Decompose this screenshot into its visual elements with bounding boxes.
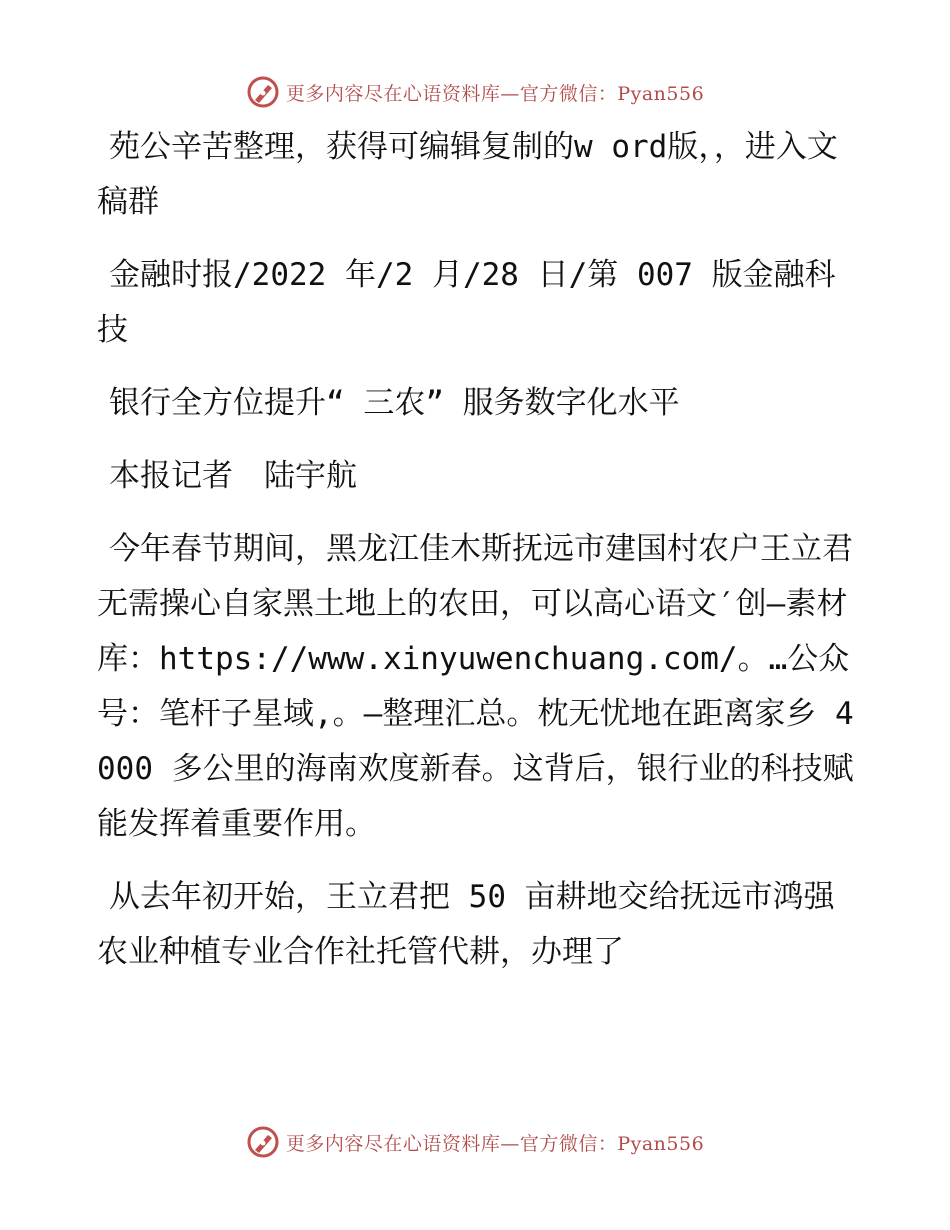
paragraph-1: 今年春节期间，黑龙江佳木斯抚远市建国村农户王立君无需操心自家黑土地上的农田，可以高心语文′创—素材库：https://www.xinyuwenchuang.com/。…公众号：笔杆子星域,。—整理汇总。枕无忧地在距离家乡 4000 多公里的海南欢度新春。这背后，银行业的科技赋能发挥着重要作用。 — [97, 531, 854, 842]
watermark-text-footer: 更多内容尽在心语资料库—官方微信：Pyan556 — [285, 1132, 705, 1155]
watermark-brand — [246, 75, 704, 109]
source-line: 金融时报/2022 年/2 月/28 日/第 007 版金融科技 — [97, 257, 836, 348]
reporter-line: 本报记者 陆宇航 — [109, 458, 357, 494]
watermark-text: 更多内容尽在心语资料库—官方微信：Pyan556 — [285, 82, 705, 105]
document-body — [97, 120, 857, 998]
footer-watermark — [0, 1122, 950, 1162]
headline: 银行全方位提升“ 三农” 服务数字化水平 — [109, 385, 680, 421]
paragraph-2: 从去年初开始，王立君把 50 亩耕地交给抚远市鸿强农业种植专业合作社托管代耕，办理了 — [97, 879, 835, 970]
intro-line: 苑公辛苦整理，获得可编辑复制的w ord版，，进入文稿群 — [97, 129, 838, 220]
pen-logo-icon — [246, 75, 280, 109]
header-watermark — [0, 72, 950, 112]
pen-logo-icon — [246, 1125, 280, 1159]
watermark-brand-footer — [246, 1125, 704, 1159]
